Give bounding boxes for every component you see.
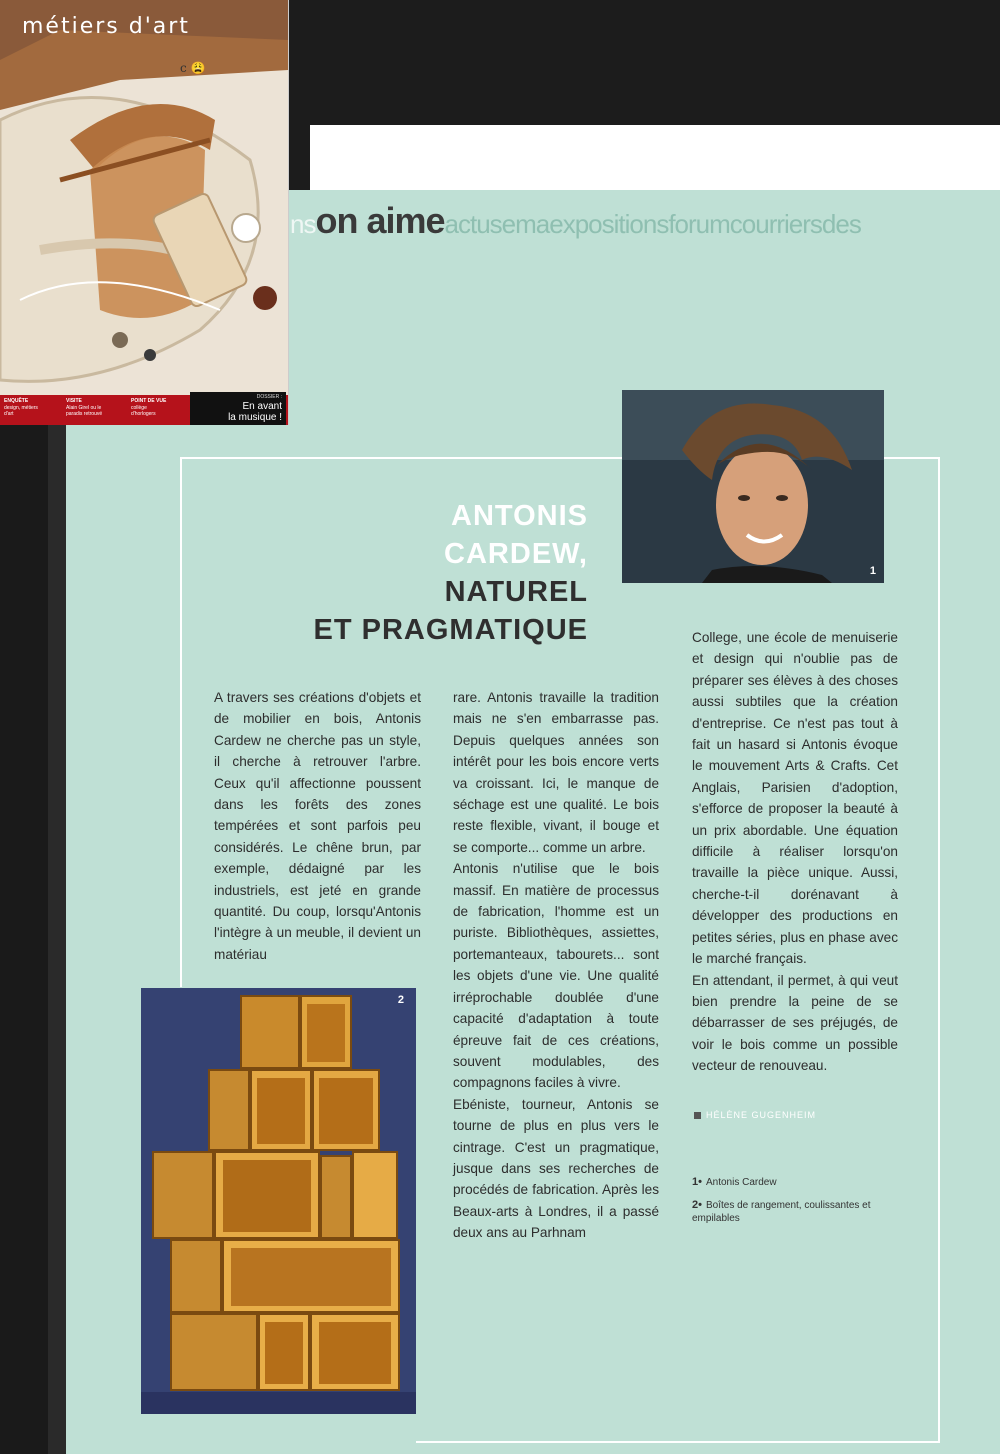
article-column-1 <box>214 687 421 965</box>
photo-captions <box>692 1176 892 1235</box>
caption-1 <box>692 1176 892 1189</box>
column-3-paragraph-1: College, une école de menuiserie et design qui n'oublie pas de préparer ses élèves à des choses aussi subtiles que la création d'entreprise. Ce n'est pas tout à fait un hasard si Antonis évoque le mouvement Arts & Crafts. Cet Anglais, Parisien d'adoption, s'efforce de proposer la beauté à un prix abordable. Une équation difficile à réaliser lorsqu'on travaille la pièce unique. Aussi, cherche-t-il dorénavant à développer des productions en petites séries, plus en phase avec le marché français. <box>692 630 898 967</box>
article-column-3 <box>692 627 898 1077</box>
cover-dossier-line-1: En avant <box>242 401 282 412</box>
svg-text:c 😩: c 😩 <box>180 61 206 75</box>
caption-1-text: Antonis Cardew <box>705 1177 777 1188</box>
headline-line-2: CARDEW, <box>444 538 588 570</box>
stacked-boxes-illustration <box>141 988 416 1414</box>
frame-line-right <box>938 457 940 1443</box>
cover-dossier-box <box>190 392 286 425</box>
cover-bar-text-3: collège d'horlogers <box>131 405 156 417</box>
article-author <box>694 1110 816 1120</box>
author-marker-icon <box>694 1112 701 1119</box>
article-headline <box>180 497 588 649</box>
column-2-paragraph-2: Antonis n'utilise que le bois massif. En matière de processus de fabrication, l'homme est un puriste. Bibliothèques, assiettes, portemanteaux, tabourets... sont les objets d'une vie. Une qualité irréprochable doublée d'une capacité d'adaptation à toute épreuve fait de ces créations, souvent modulables, des compagnons faciles à vivre. <box>453 861 659 1091</box>
cover-bar-text-1: design, métiers d'art <box>4 405 38 417</box>
column-1-text: A travers ses créations d'objets et de mobilier en bois, Antonis Cardew ne cherche pas un style, il cherche à retrouver l'arbre. Ceux qu'il affectionne poussent dans les forêts des zones tempérées et sont parfois peu considérés. Le chêne brun, par exemple, dédaigné par les industriels, est jeté en grande quantité. Du coup, lorsqu'Antonis l'intègre à un meuble, il devient un matériau <box>214 690 421 962</box>
portrait-illustration <box>622 390 884 583</box>
cover-bar-label-2: VISITE <box>66 398 82 404</box>
column-3-paragraph-2: En attendant, il permet, à qui veut bien prendre la peine de se débarrasser de ses préjugés, de voir le bois comme un possible vecteur de renouveau. <box>692 972 898 1074</box>
cover-dossier-line-2: la musique ! <box>228 412 282 423</box>
headline-line-1: ANTONIS <box>451 500 588 532</box>
author-name: HÉLÈNE GUGENHEIM <box>706 1110 817 1120</box>
nav-other-sections: actusemaexpositionsforumcourriersdes <box>444 209 861 239</box>
frame-line-top-right <box>884 457 940 459</box>
caption-2-text: Boîtes de rangement, coulissantes et empilables <box>692 1200 871 1224</box>
column-2-paragraph-1: rare. Antonis travaille la tradition mais ne s'en embarrasse pas. Depuis quelques années son intérêt pour les bois encore verts va croissant. Ici, le manque de séchage est une qualité. Le bois reste flexible, vivant, il bouge et se comporte... comme un arbre. <box>453 690 659 855</box>
caption-1-number: 1• <box>692 1176 702 1188</box>
column-2-paragraph-3: Ebéniste, tourneur, Antonis se tourne de plus en plus vers le cintrage. C'est un pragmatique, jusque dans ses recherches de procédés de fabrication. Après les Beaux-arts à Londres, il a passé deux ans au Parhnam <box>453 1096 659 1241</box>
article-column-2 <box>453 687 659 1244</box>
section-navigation <box>290 200 1000 252</box>
cover-bar-text-2: Alain Girel ou le paradis retrouvé <box>66 405 103 417</box>
hurdy-gurdy-illustration <box>0 0 288 425</box>
photo-number-1: 1 <box>869 565 876 577</box>
portrait-photo <box>622 390 884 583</box>
cover-dossier-label: DOSSIER : <box>256 394 282 400</box>
photo-number-2: 2 <box>397 994 404 1006</box>
headline-line-3: NATUREL <box>444 576 588 608</box>
caption-2-number: 2• <box>692 1199 702 1211</box>
nav-current-section: on aime <box>315 200 445 241</box>
nav-faded-prefix: ns <box>290 209 316 239</box>
magazine-cover <box>0 0 289 425</box>
frame-line-top <box>180 457 622 459</box>
headline-line-4: ET PRAGMATIQUE <box>313 614 588 646</box>
cover-bar-label-1: ENQUÊTE <box>4 398 29 404</box>
dark-background-left-edge <box>48 425 66 1454</box>
dark-background-left <box>0 425 48 1454</box>
cover-title: métiers d'art <box>22 14 190 39</box>
frame-line-bottom <box>416 1441 940 1443</box>
cover-bar-label-3: POINT DE VUE <box>131 398 167 404</box>
dark-background-band <box>280 0 1000 125</box>
caption-2 <box>692 1199 892 1225</box>
furniture-photo <box>141 988 416 1414</box>
